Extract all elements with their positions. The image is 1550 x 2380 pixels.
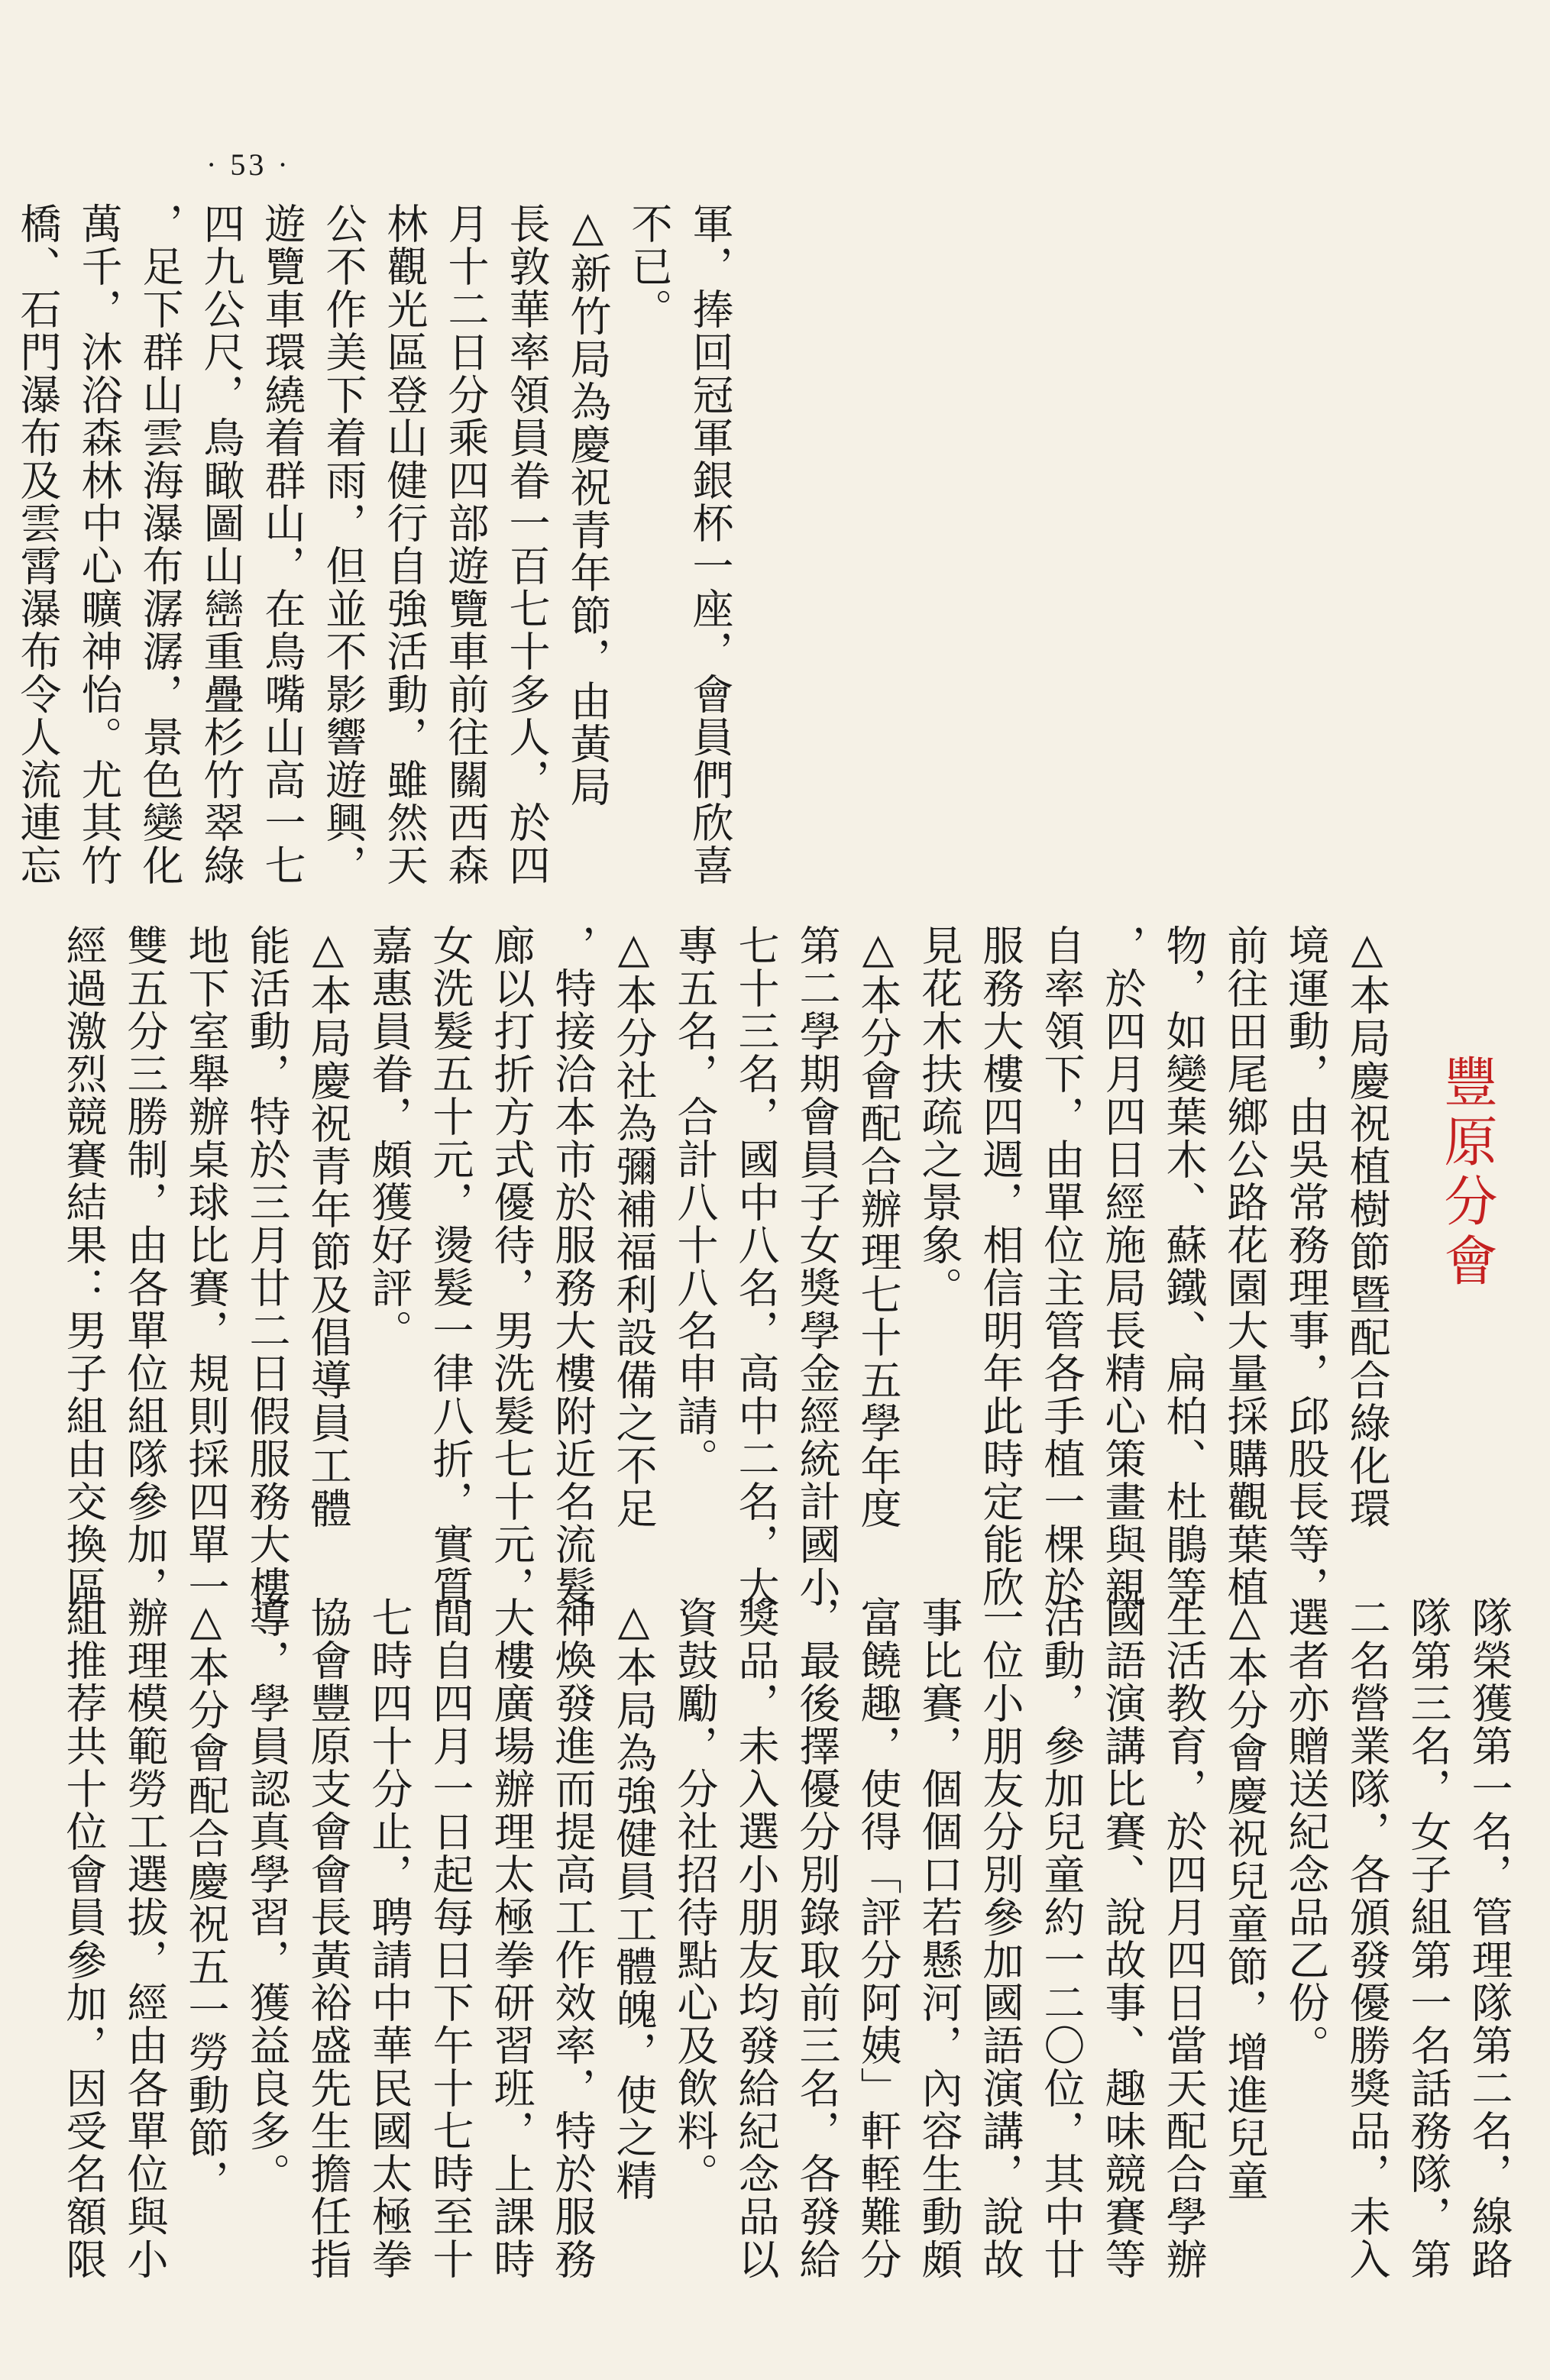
text-column: △本局慶祝青年節及倡導員工體 bbox=[304, 924, 352, 1530]
text-column: 林觀光區登山健行自強活動，雖然天 bbox=[380, 202, 429, 887]
text-column: 事比賽，個個口若懸河，內容生動頗 bbox=[915, 1596, 963, 2281]
text-column: 不已。 bbox=[625, 202, 673, 331]
text-column: 組推荐共十位會員參加，因受名額限 bbox=[60, 1596, 108, 2281]
page-number: · 53 · bbox=[206, 147, 291, 182]
text-column: 服務大樓四週，相信明年此時定能欣 bbox=[976, 924, 1024, 1609]
text-column: 隊第三名，女子組第一名話務隊，第 bbox=[1404, 1596, 1452, 2281]
text-column: 自率領下，由單位主管各手植一棵於 bbox=[1037, 924, 1086, 1609]
text-column: 富饒趣，使得「評分阿姨」軒輊難分 bbox=[854, 1596, 902, 2281]
text-column: 地下室舉辦桌球比賽，規則採四單一 bbox=[182, 924, 230, 1609]
text-column: 公不作美下着雨，但並不影響遊興， bbox=[319, 202, 367, 887]
text-column: 能活動，特於三月廿二日假服務大樓 bbox=[243, 924, 291, 1609]
text-column: △新竹局為慶祝青年節，由黃局 bbox=[564, 202, 612, 808]
text-block-bottom bbox=[53, 1596, 1519, 2284]
text-column: 女洗髮五十元，燙髮一律八折，實質 bbox=[426, 924, 474, 1609]
section-heading: 豐原分會 bbox=[1435, 1054, 1498, 1292]
text-column: 專五名，合計八十八名申請。 bbox=[671, 924, 719, 1480]
text-column: 境運動，由吳常務理事，邱股長等， bbox=[1282, 924, 1330, 1609]
text-column: 大樓廣場辦理太極拳研習班，上課時 bbox=[487, 1596, 536, 2281]
text-column: 協會豐原支會會長黃裕盛先生擔任指 bbox=[304, 1596, 352, 2281]
text-column: 一位小朋友分別參加國語演講，說故 bbox=[976, 1596, 1024, 2281]
text-column: 隊榮獲第一名，管理隊第二名，線路 bbox=[1465, 1596, 1513, 2281]
text-column: 長敦華率領員眷一百七十多人，於四 bbox=[503, 202, 551, 887]
text-column: 前往田尾鄉公路花園大量採購觀葉植 bbox=[1221, 924, 1269, 1609]
text-column: 選者亦贈送紀念品乙份。 bbox=[1282, 1596, 1330, 2067]
text-column: △本分會配合慶祝五一勞動節， bbox=[182, 1596, 230, 2202]
text-column: 軍，捧回冠軍銀杯一座，會員們欣喜 bbox=[686, 202, 734, 887]
text-column: 四九公尺，鳥瞰圖山巒重疊杉竹翠綠 bbox=[197, 202, 245, 887]
text-column: 第二學期會員子女獎學金經統計國小 bbox=[793, 924, 841, 1609]
text-column: 七時四十分止，聘請中華民國太極拳 bbox=[365, 1596, 413, 2281]
text-column bbox=[0, 202, 7, 875]
text-column: 橋、石門瀑布及雲霄瀑布令人流連忘 bbox=[14, 202, 62, 887]
text-column: △本分會慶祝兒童節，增進兒童 bbox=[1221, 1596, 1269, 2202]
text-block-middle bbox=[53, 924, 1397, 1612]
text-column: 國語演講比賽、說故事、趣味競賽等 bbox=[1099, 1596, 1147, 2281]
text-column: △本分會配合辦理七十五學年度 bbox=[854, 924, 902, 1530]
text-column: 間自四月一日起每日下午十七時至十 bbox=[426, 1596, 474, 2281]
text-column: △本局為強健員工體魄，使之精 bbox=[610, 1596, 658, 2202]
text-column: 導，學員認真學習，獲益良多。 bbox=[243, 1596, 291, 2195]
text-column: 二名營業隊，各頒發優勝獎品，未入 bbox=[1343, 1596, 1391, 2281]
text-column: 經過激烈競賽結果：男子組由交換區 bbox=[60, 924, 108, 1609]
text-column: 七十三名，國中八名，高中二名，大 bbox=[732, 924, 780, 1609]
text-column: ，足下群山雲海瀑布潺潺，景色變化 bbox=[136, 202, 184, 887]
text-column: △本分社為彌補福利設備之不足 bbox=[610, 924, 658, 1530]
text-column: 雙五分三勝制，由各單位組隊參加， bbox=[121, 924, 169, 1609]
text-column: 遊覽車環繞着群山，在鳥嘴山高一七 bbox=[258, 202, 306, 887]
text-column: 辦理模範勞工選拔，經由各單位與小 bbox=[121, 1596, 169, 2281]
text-column: 資鼓勵，分社招待點心及飲料。 bbox=[671, 1596, 719, 2195]
text-column: △本局慶祝植樹節暨配合綠化環 bbox=[1343, 924, 1391, 1530]
text-column: 獎品，未入選小朋友均發給紀念品以 bbox=[732, 1596, 780, 2281]
text-column: 廊以打折方式優待，男洗髮七十元， bbox=[487, 924, 536, 1609]
text-column: ，特接洽本市於服務大樓附近名流髮 bbox=[548, 924, 597, 1609]
text-column: 神煥發進而提高工作效率，特於服務 bbox=[548, 1596, 597, 2281]
text-column: 生活教育，於四月四日當天配合學辦 bbox=[1160, 1596, 1208, 2281]
text-block-top bbox=[0, 202, 740, 887]
text-column: 活動，參加兒童約一二〇位，其中廿 bbox=[1037, 1596, 1086, 2281]
text-column: ，於四月四日經施局長精心策畫與親 bbox=[1099, 924, 1147, 1609]
text-column: 月十二日分乘四部遊覽車前往關西森 bbox=[442, 202, 490, 887]
text-column: 物，如變葉木、蘇鐵、扁柏、杜鵑等 bbox=[1160, 924, 1208, 1609]
text-column: ，最後擇優分別錄取前三名，各發給 bbox=[793, 1596, 841, 2281]
text-column: 萬千，沐浴森林中心曠神怡。尤其竹 bbox=[75, 202, 123, 887]
text-column: 嘉惠員眷，頗獲好評。 bbox=[365, 924, 413, 1352]
text-column: 見花木扶疏之景象。 bbox=[915, 924, 963, 1309]
